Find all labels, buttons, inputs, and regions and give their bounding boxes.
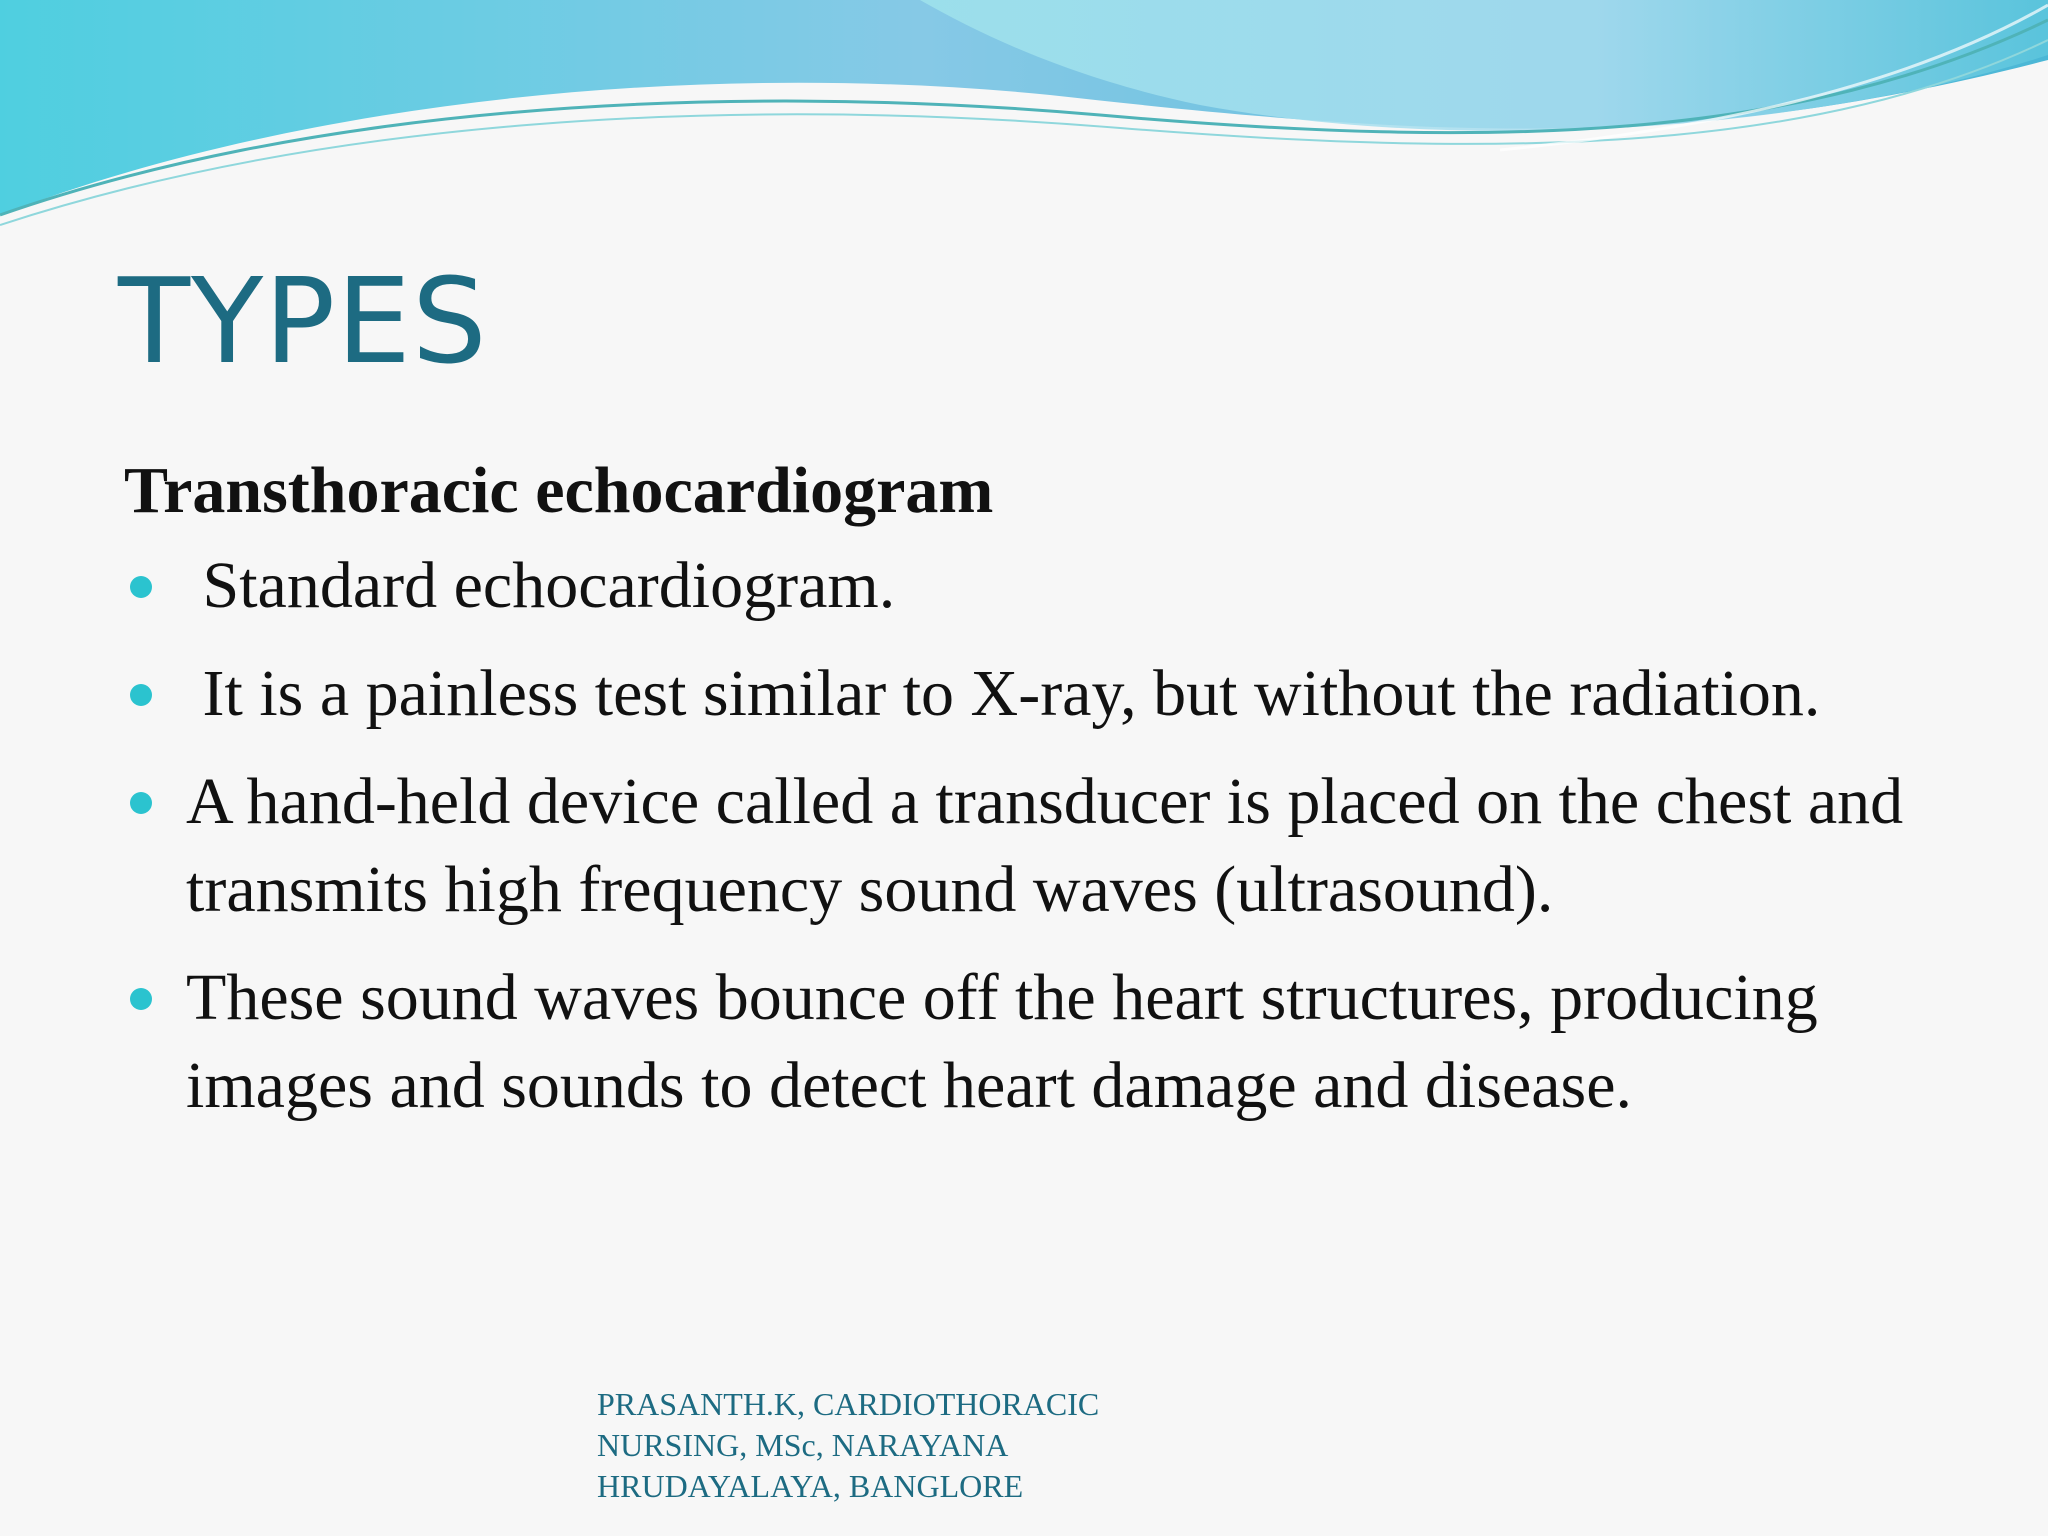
subheading: Transthoracic echocardiogram — [124, 454, 994, 527]
bullet-list — [124, 542, 1944, 1130]
bullet-item — [124, 758, 1926, 934]
bullet-text: These sound waves bounce off the heart structures, producing images and sounds to detect heart damage and disease. — [186, 961, 1818, 1122]
footer-line: NURSING, MSc, NARAYANA — [597, 1427, 1009, 1463]
bullet-item — [124, 650, 1866, 738]
bullet-text: It is a painless test similar to X-ray, but without the radiation. — [202, 657, 1821, 730]
bullet-dot-icon — [130, 792, 152, 814]
footer-line: HRUDAYALAYA, BANGLORE — [597, 1468, 1024, 1504]
slide-title: TYPES — [118, 252, 488, 390]
bullet-dot-icon — [130, 684, 152, 706]
bullet-text: A hand-held device called a transducer is placed on the chest and transmits high frequency sound waves (ultrasound). — [186, 765, 1904, 926]
bullet-dot-icon — [130, 576, 152, 598]
bullet-item — [124, 542, 1944, 630]
footer-line: PRASANTH.K, CARDIOTHORACIC — [597, 1386, 1100, 1422]
bullet-text: Standard echocardiogram. — [202, 549, 896, 622]
bullet-item — [124, 954, 1946, 1130]
bullet-dot-icon — [130, 988, 152, 1010]
slide-content — [124, 450, 1944, 1150]
author-footer — [597, 1384, 1157, 1507]
wave-decoration — [0, 0, 2048, 240]
